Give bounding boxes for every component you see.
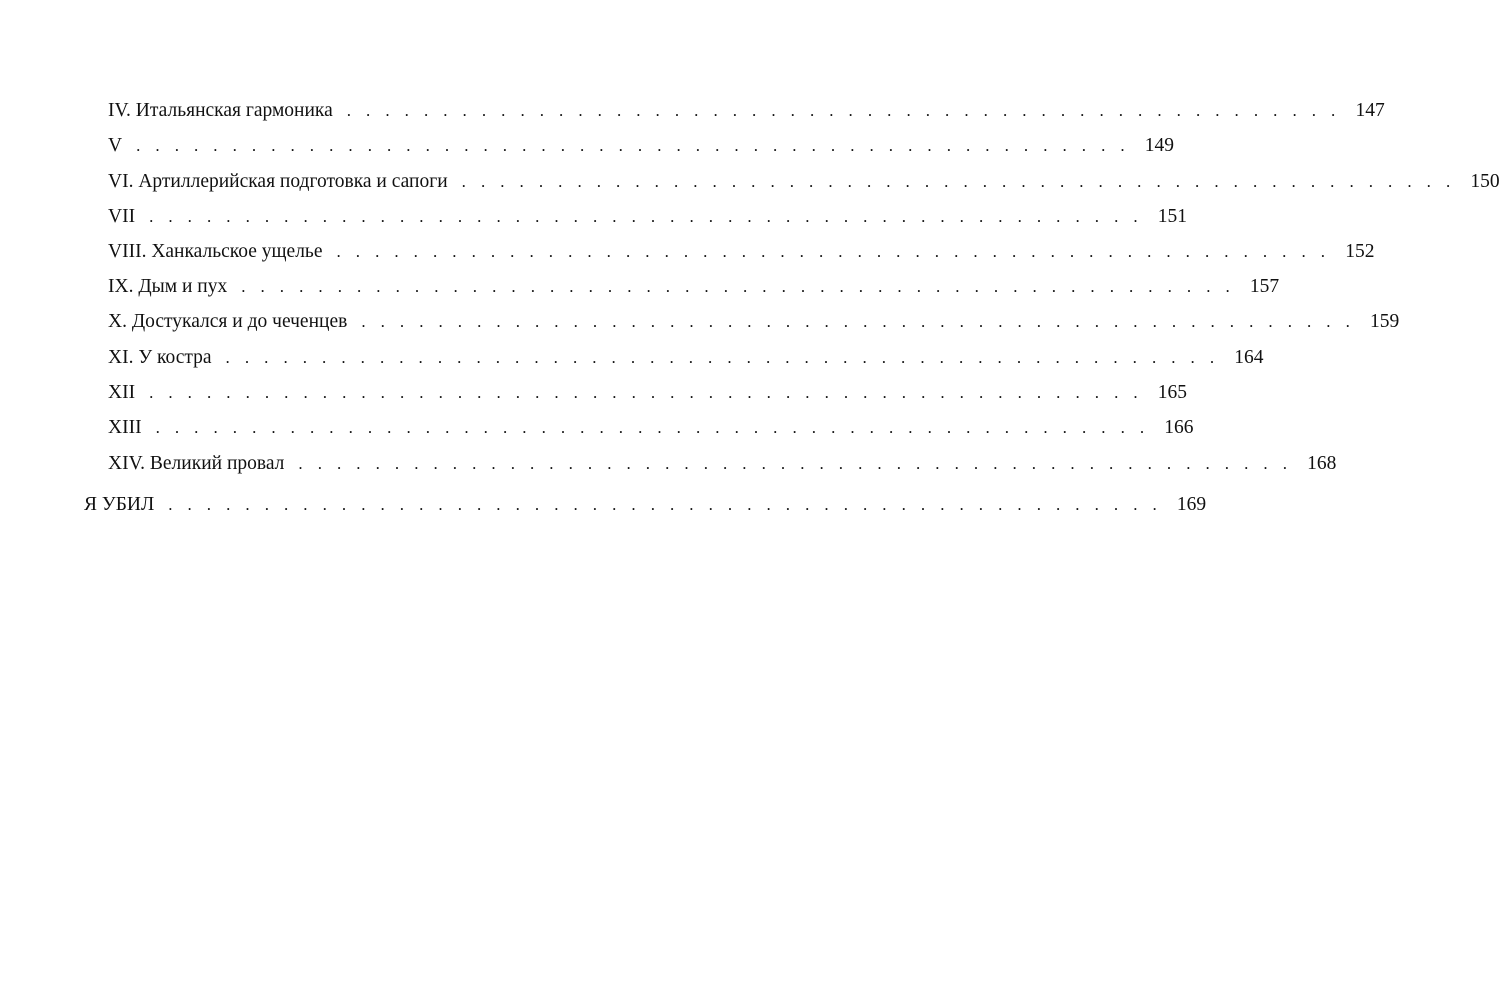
toc-entry-title: Я УБИЛ (84, 494, 155, 515)
dot-leader: . . . . . . . . . . . . . . . . . . . . . . . . . . . . . . . . . . . . . . . . . . . . . . . . . . . . (225, 348, 1220, 367)
toc-entry-xiii[interactable] (108, 413, 1194, 443)
dot-leader: . . . . . . . . . . . . . . . . . . . . . . . . . . . . . . . . . . . . . . . . . . . . . . . . . . . . (346, 101, 1341, 120)
toc-entry-v[interactable] (108, 131, 1175, 161)
toc-entry-title: IV. Итальянская гармоника (108, 100, 333, 121)
toc-entry-xi[interactable] (108, 343, 1264, 373)
dot-leader: . . . . . . . . . . . . . . . . . . . . . . . . . . . . . . . . . . . . . . . . . . . . . . . . . . . . (149, 207, 1144, 226)
toc-entry-page: 151 (1157, 206, 1188, 227)
toc-entry-title: X. Достукался и до чеченцев (108, 311, 348, 332)
toc-entry-page: 159 (1370, 311, 1400, 332)
toc-entry-vi[interactable] (108, 167, 1500, 197)
toc-entry-xiv[interactable] (108, 449, 1337, 479)
toc-entry-page: 157 (1249, 276, 1280, 297)
toc-entry-title: IX. Дым и пух (108, 276, 228, 297)
toc-entry-page: 166 (1164, 417, 1194, 438)
toc-entry-title: VII (108, 206, 136, 227)
toc-entry-ya-ubil[interactable] (84, 490, 1207, 520)
toc-entry-page: 169 (1176, 494, 1207, 515)
toc-entry-title: XII (108, 382, 136, 403)
dot-leader: . . . . . . . . . . . . . . . . . . . . . . . . . . . . . . . . . . . . . . . . . . . . . . . . . . . . (461, 172, 1456, 191)
dot-leader: . . . . . . . . . . . . . . . . . . . . . . . . . . . . . . . . . . . . . . . . . . . . . . . . . . . . (298, 454, 1293, 473)
dot-leader: . . . . . . . . . . . . . . . . . . . . . . . . . . . . . . . . . . . . . . . . . . . . . . . . . . . . (168, 495, 1163, 514)
dot-leader: . . . . . . . . . . . . . . . . . . . . . . . . . . . . . . . . . . . . . . . . . . . . . . . . . . . . (136, 136, 1131, 155)
toc-entry-page: 147 (1355, 100, 1385, 121)
toc-entry-page: 149 (1144, 135, 1175, 156)
toc-entry-xii[interactable] (108, 378, 1188, 408)
dot-leader: . . . . . . . . . . . . . . . . . . . . . . . . . . . . . . . . . . . . . . . . . . . . . . . . . . . . (336, 242, 1331, 261)
toc-entry-page: 165 (1157, 382, 1188, 403)
toc-entry-title: VIII. Ханкальское ущелье (108, 241, 323, 262)
toc-entry-title: VI. Артиллерийская подготовка и сапоги (108, 171, 448, 192)
toc-entry-title: XIV. Великий провал (108, 453, 285, 474)
dot-leader: . . . . . . . . . . . . . . . . . . . . . . . . . . . . . . . . . . . . . . . . . . . . . . . . . . . . (361, 312, 1356, 331)
toc-entry-vii[interactable] (108, 202, 1188, 232)
toc-entry-x[interactable] (108, 307, 1400, 337)
toc-entry-page: 152 (1345, 241, 1375, 262)
toc-entry-title: V (108, 135, 123, 156)
toc-entry-title: XI. У костра (108, 347, 212, 368)
toc-entry-page: 168 (1307, 453, 1337, 474)
toc-entry-title: XIII (108, 417, 142, 438)
toc-entry-page: 164 (1234, 347, 1264, 368)
dot-leader: . . . . . . . . . . . . . . . . . . . . . . . . . . . . . . . . . . . . . . . . . . . . . . . . . . . . (149, 383, 1144, 402)
toc-entry-page: 150 (1470, 171, 1500, 192)
toc-entry-ix[interactable] (108, 272, 1280, 302)
dot-leader: . . . . . . . . . . . . . . . . . . . . . . . . . . . . . . . . . . . . . . . . . . . . . . . . . . . . (241, 277, 1236, 296)
toc-entry-viii[interactable] (108, 237, 1375, 267)
dot-leader: . . . . . . . . . . . . . . . . . . . . . . . . . . . . . . . . . . . . . . . . . . . . . . . . . . . . (155, 418, 1150, 437)
toc-entry-iv[interactable] (108, 96, 1385, 126)
